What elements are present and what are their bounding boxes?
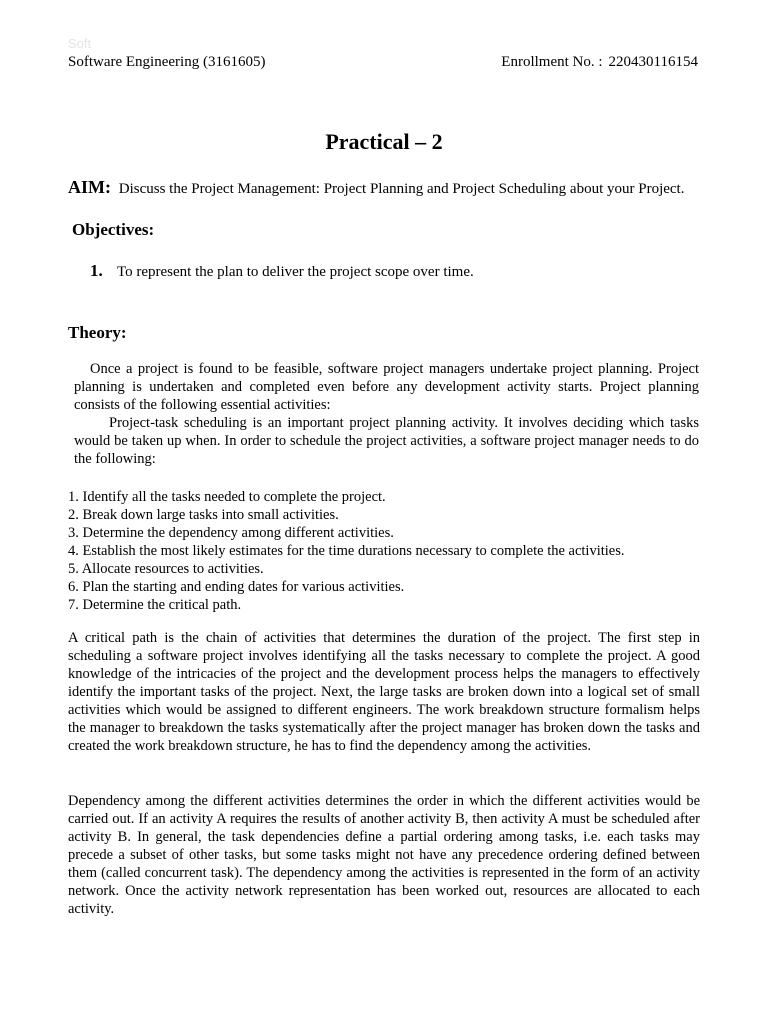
objective-text: To represent the plan to deliver the project scope over time.: [117, 264, 474, 280]
scheduling-steps-list: [68, 488, 625, 614]
list-item: 7. Determine the critical path.: [68, 597, 242, 613]
list-item: 5. Allocate resources to activities.: [68, 561, 264, 577]
list-item: 3. Determine the dependency among different activities.: [68, 525, 394, 541]
list-item: 2. Break down large tasks into small activities.: [68, 507, 339, 523]
page-title: Practical – 2: [325, 129, 443, 154]
aim-label: AIM:: [68, 177, 111, 197]
aim-text: Discuss the Project Management: Project Planning and Project Scheduling about your Project.: [118, 181, 685, 197]
objective-number: 1.: [90, 261, 103, 280]
theory-paragraph-1: Once a project is found to be feasible, software project managers undertake project planning. Project planning is undertaken and completed even before any development activity starts. Project planning consists of the following essential activities:: [74, 361, 699, 413]
enrollment-label: Enrollment No. :: [501, 54, 603, 70]
header-enrollment: [501, 54, 698, 71]
list-item: 4. Establish the most likely estimates for the time durations necessary to complete the activities.: [68, 543, 625, 559]
enrollment-value: 220430116154: [608, 54, 698, 70]
list-item: 1. Identify all the tasks needed to complete the project.: [68, 489, 386, 505]
aim-line: [68, 177, 684, 198]
theory-intro: [74, 360, 699, 468]
critical-path-paragraph: A critical path is the chain of activities that determines the duration of the project. The first step in scheduling a software project involves identifying all the tasks necessary to complete the project. A good knowledge of the intricacies of the project and the development process helps the managers to effectively identify the important tasks of the project. Next, the large tasks are broken down into a logical set of small activities which would be assigned to different engineers. The work breakdown structure formalism helps the manager to breakdown the tasks systematically after the project manager has broken down the tasks and created the work breakdown structure, he has to find the dependency among the activities.: [68, 630, 700, 754]
watermark-text: Soft: [68, 36, 92, 51]
theory-heading: Theory:: [68, 323, 127, 342]
list-item: 6. Plan the starting and ending dates for various activities.: [68, 579, 405, 595]
objective-item: [90, 261, 474, 281]
objectives-heading: Objectives:: [72, 220, 155, 239]
header-course: Software Engineering (3161605): [68, 54, 266, 70]
theory-paragraph-2: Project-task scheduling is an important project planning activity. It involves deciding which tasks would be taken up when. In order to schedule the project activities, a software project manager needs to do the following:: [74, 415, 699, 467]
dependency-paragraph: Dependency among the different activities determines the order in which the different activities would be carried out. If an activity A requires the results of another activity B, then activity A must be scheduled after activity B. In general, the task dependencies define a partial ordering among tasks, i.e. each tasks may precede a subset of other tasks, but some tasks might not have any precedence ordering defined between them (called concurrent task). The dependency among the activities is represented in the form of an activity network. Once the activity network representation has been worked out, resources are allocated to each activity.: [68, 793, 700, 917]
